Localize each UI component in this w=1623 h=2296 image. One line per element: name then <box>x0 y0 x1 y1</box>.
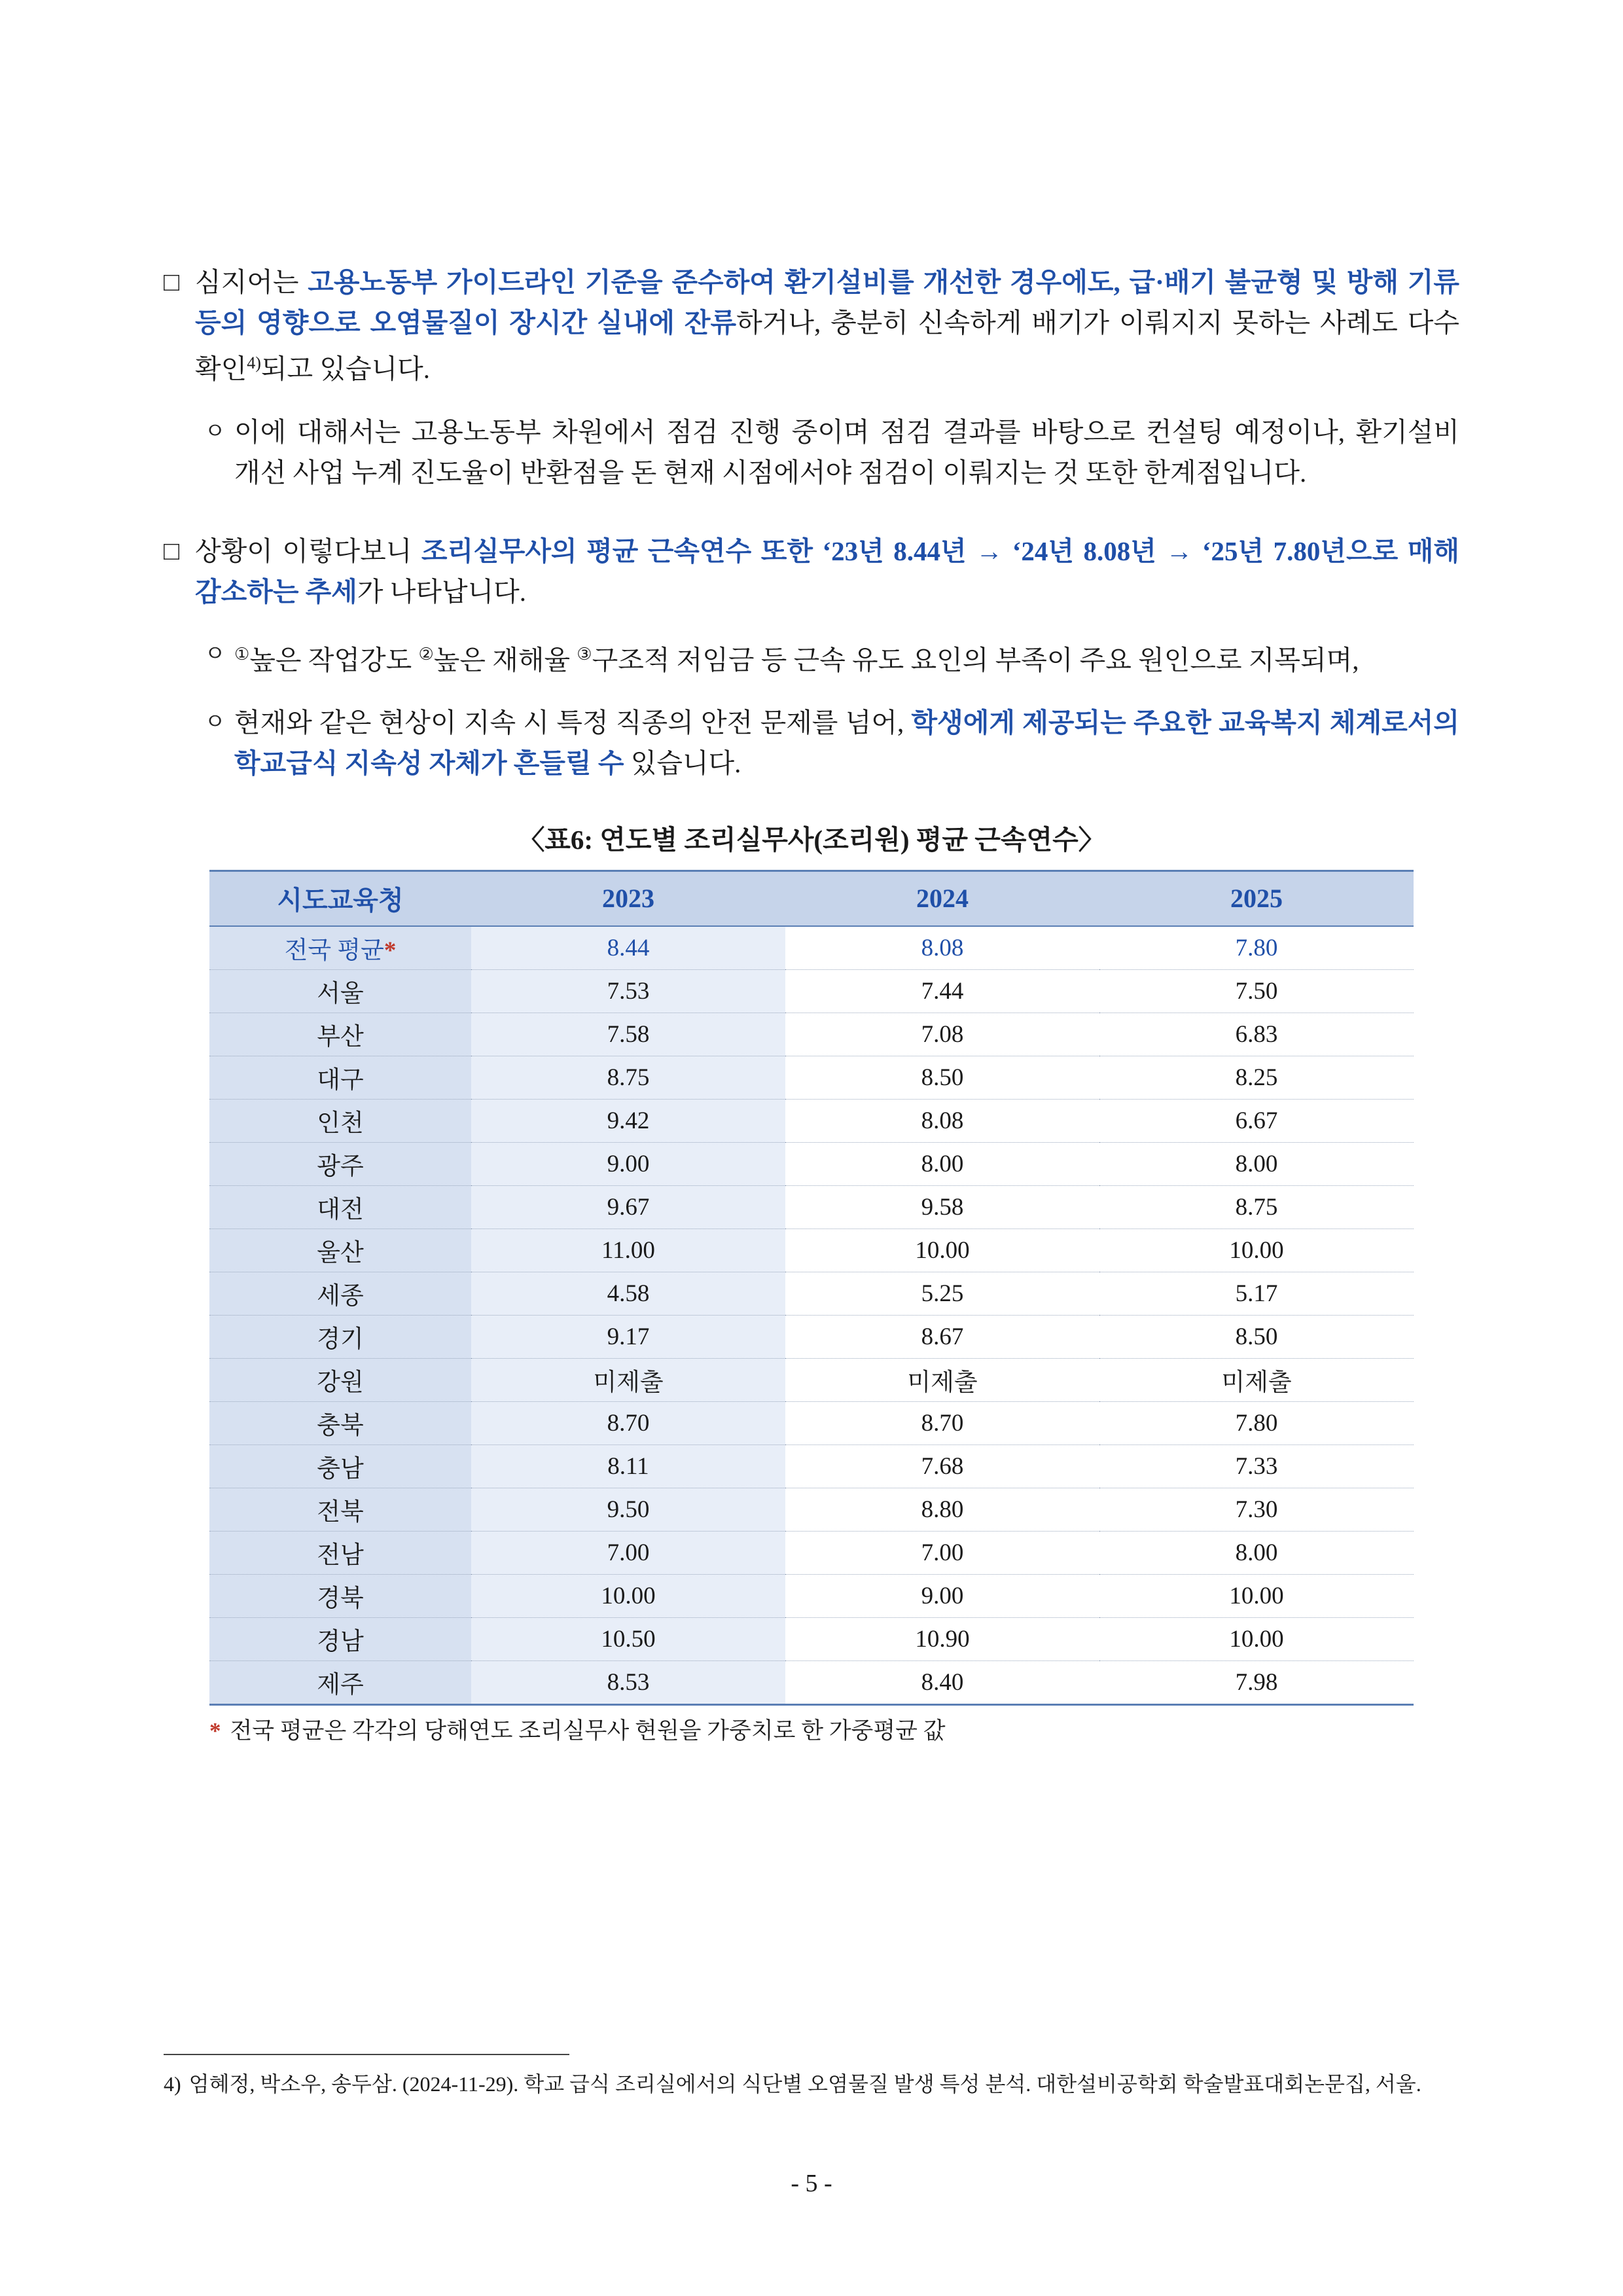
cell-region: 부산 <box>209 1013 471 1056</box>
cell-value: 7.58 <box>471 1013 785 1056</box>
cell-value: 7.50 <box>1099 970 1414 1013</box>
cell-value: 10.00 <box>1099 1229 1414 1272</box>
cell-value: 8.75 <box>1099 1186 1414 1229</box>
table-row <box>209 1229 1414 1272</box>
table-row <box>209 1661 1414 1705</box>
cell-region: 전남 <box>209 1532 471 1575</box>
cell-value: 7.80 <box>1099 1402 1414 1445</box>
cell-region: 전북 <box>209 1488 471 1532</box>
table-row <box>209 926 1414 970</box>
highlight-run: 학생에게 제공되는 주요한 교육복지 체계로서의 학교급식 지속성 자체가 흔들릴 수 <box>234 708 1460 779</box>
table-caption: 〈표6: 연도별 조리실무사(조리원) 평균 근속연수〉 <box>518 825 1105 855</box>
asterisk-marker: * <box>383 937 397 965</box>
asterisk-marker: * <box>209 1718 221 1744</box>
cell-value: 8.70 <box>785 1402 1099 1445</box>
cell-value: 7.08 <box>785 1013 1099 1056</box>
cell-region: 제주 <box>209 1661 471 1705</box>
table-row <box>209 1575 1414 1618</box>
table-row <box>209 1272 1414 1316</box>
column-header-2024: 2024 <box>785 871 1099 927</box>
circle-bullet-icon: ㅇ <box>204 710 226 735</box>
table-row <box>209 1618 1414 1661</box>
cell-value: 9.58 <box>785 1186 1099 1229</box>
cell-region: 인천 <box>209 1100 471 1143</box>
highlight-run: 고용노동부 가이드라인 기준을 준수하여 환기설비를 개선한 경우에도, 급·배기 불균형 및 방해 기류 등의 영향으로 오염물질이 장시간 실내에 잔류 <box>195 267 1459 338</box>
table-row <box>209 1186 1414 1229</box>
cell-value: 미제출 <box>1099 1359 1414 1402</box>
table-row <box>209 1359 1414 1402</box>
cell-value: 8.67 <box>785 1316 1099 1359</box>
cell-value: 9.17 <box>471 1316 785 1359</box>
cell-value: 6.83 <box>1099 1013 1414 1056</box>
text-run: 되고 있습니다. <box>260 353 431 384</box>
paragraph-text <box>234 702 1459 783</box>
enum-marker-3: ③ <box>577 644 592 664</box>
cell-value: 7.00 <box>471 1532 785 1575</box>
table-row <box>209 1402 1414 1445</box>
cell-region: 서울 <box>209 970 471 1013</box>
paragraph-block <box>164 531 1459 612</box>
text-run: 높은 재해율 <box>433 645 577 675</box>
cell-region: 충북 <box>209 1402 471 1445</box>
cell-value: 5.25 <box>785 1272 1099 1316</box>
highlight-run: 조리실무사의 평균 근속연수 또한 ‘23년 8.44년 → ‘24년 8.08년 → ‘25년 7.80년으로 매해 감소하는 추세 <box>195 535 1459 607</box>
square-bullet-icon: □ <box>164 267 180 296</box>
cell-value: 8.75 <box>471 1056 785 1100</box>
cell-value: 11.00 <box>471 1229 785 1272</box>
cell-value: 8.25 <box>1099 1056 1414 1100</box>
cell-value: 7.80 <box>1099 926 1414 970</box>
column-header-region: 시도교육청 <box>209 871 471 927</box>
cell-value: 9.00 <box>471 1143 785 1186</box>
footnote-text: 엄혜정, 박소우, 송두삼. (2024-11-29). 학교 급식 조리실에서의 식단별 오염물질 발생 특성 분석. 대한설비공학회 학술발표대회논문집, 서울. <box>188 2072 1421 2096</box>
cell-value: 8.80 <box>785 1488 1099 1532</box>
table-note-text: 전국 평균은 각각의 당해연도 조리실무사 현원을 가중치로 한 가중평균 값 <box>230 1718 946 1744</box>
cell-value: 미제출 <box>471 1359 785 1402</box>
cell-value: 7.33 <box>1099 1445 1414 1488</box>
circle-bullet-icon: ㅇ <box>204 419 226 444</box>
footnote-number: 4) <box>164 2072 181 2096</box>
enum-marker-1: ① <box>234 644 250 664</box>
cell-region: 충남 <box>209 1445 471 1488</box>
text-run: 높은 작업강도 <box>249 645 419 675</box>
table-header-row <box>209 871 1414 927</box>
cell-value: 8.44 <box>471 926 785 970</box>
cell-value: 10.00 <box>785 1229 1099 1272</box>
cell-value: 10.00 <box>471 1575 785 1618</box>
cell-value: 6.67 <box>1099 1100 1414 1143</box>
cell-region: 경남 <box>209 1618 471 1661</box>
text-run: 있습니다. <box>624 748 741 779</box>
cell-value: 4.58 <box>471 1272 785 1316</box>
table-row <box>209 1143 1414 1186</box>
cell-region: 대전 <box>209 1186 471 1229</box>
cell-value: 8.11 <box>471 1445 785 1488</box>
cell-value: 8.00 <box>1099 1532 1414 1575</box>
cell-region: 울산 <box>209 1229 471 1272</box>
cell-value: 7.30 <box>1099 1488 1414 1532</box>
paragraph-text <box>234 412 1459 493</box>
cell-value: 8.08 <box>785 1100 1099 1143</box>
cell-value: 8.70 <box>471 1402 785 1445</box>
cell-value: 7.68 <box>785 1445 1099 1488</box>
table-row <box>209 1445 1414 1488</box>
cell-region: 경기 <box>209 1316 471 1359</box>
footnote-item <box>164 2068 1459 2100</box>
footnote-divider <box>164 2054 569 2055</box>
circle-bullet-icon: ㅇ <box>204 641 226 666</box>
square-bullet-icon: □ <box>164 535 180 565</box>
cell-value: 8.00 <box>785 1143 1099 1186</box>
cell-value: 9.50 <box>471 1488 785 1532</box>
cell-region: 세종 <box>209 1272 471 1316</box>
paragraph-block <box>204 412 1459 493</box>
cell-value: 미제출 <box>785 1359 1099 1402</box>
footnote-area <box>164 2054 1459 2100</box>
cell-region: 강원 <box>209 1359 471 1402</box>
cell-region: 전국 평균* <box>209 926 471 970</box>
cell-value: 8.50 <box>785 1056 1099 1100</box>
paragraph-block <box>204 634 1459 681</box>
text-run: 구조적 저임금 등 근속 유도 요인의 부족이 주요 원인으로 지목되며, <box>592 645 1359 675</box>
cell-region: 대구 <box>209 1056 471 1100</box>
table-row <box>209 1100 1414 1143</box>
paragraph-text <box>234 634 1459 681</box>
paragraph-block <box>164 262 1459 389</box>
cell-value: 7.53 <box>471 970 785 1013</box>
cell-value: 5.17 <box>1099 1272 1414 1316</box>
text-run: 현재와 같은 현상이 지속 시 특정 직종의 안전 문제를 넘어, <box>234 708 912 738</box>
column-header-2023: 2023 <box>471 871 785 927</box>
cell-value: 9.00 <box>785 1575 1099 1618</box>
cell-value: 8.40 <box>785 1661 1099 1705</box>
cell-value: 9.42 <box>471 1100 785 1143</box>
table-row <box>209 1488 1414 1532</box>
table-row <box>209 1013 1414 1056</box>
paragraph-text <box>195 531 1459 612</box>
cell-value: 10.00 <box>1099 1618 1414 1661</box>
page-number: - 5 - <box>791 2170 832 2197</box>
tenure-table <box>209 870 1414 1706</box>
table-row <box>209 970 1414 1013</box>
cell-value: 7.00 <box>785 1532 1099 1575</box>
cell-value: 8.08 <box>785 926 1099 970</box>
text-run: 하거나, 충분히 신속하게 배기가 이뤄지지 못하는 사례도 다수 확인 <box>195 308 1460 384</box>
cell-value: 10.00 <box>1099 1575 1414 1618</box>
cell-value: 10.50 <box>471 1618 785 1661</box>
paragraph-block <box>204 702 1459 783</box>
footnote-ref[interactable]: 4) <box>247 353 261 372</box>
cell-value: 10.90 <box>785 1618 1099 1661</box>
cell-value: 8.53 <box>471 1661 785 1705</box>
cell-region: 광주 <box>209 1143 471 1186</box>
cell-value: 7.44 <box>785 970 1099 1013</box>
text-run: 이에 대해서는 고용노동부 차원에서 점검 진행 중이며 점검 결과를 바탕으로 컨설팅 예정이나, 환기설비 개선 사업 누계 진도율이 반환점을 돈 현재 시점에서야 점검이 이뤄지는 것 또한 한계점입니다. <box>234 416 1459 488</box>
cell-value: 8.50 <box>1099 1316 1414 1359</box>
cell-value: 7.98 <box>1099 1661 1414 1705</box>
table-note <box>209 1715 1414 1748</box>
text-run: 가 나타납니다. <box>357 576 527 607</box>
text-run: 심지어는 <box>195 267 308 297</box>
table-body <box>209 926 1414 1705</box>
column-header-2025: 2025 <box>1099 871 1414 927</box>
cell-value: 8.00 <box>1099 1143 1414 1186</box>
paragraph-text <box>195 262 1459 389</box>
table-header <box>209 871 1414 927</box>
enum-marker-2: ② <box>418 644 434 664</box>
text-run: 상황이 이렇다보니 <box>195 535 421 566</box>
cell-region: 경북 <box>209 1575 471 1618</box>
table-row <box>209 1532 1414 1575</box>
table-row <box>209 1316 1414 1359</box>
table-row <box>209 1056 1414 1100</box>
cell-value: 9.67 <box>471 1186 785 1229</box>
